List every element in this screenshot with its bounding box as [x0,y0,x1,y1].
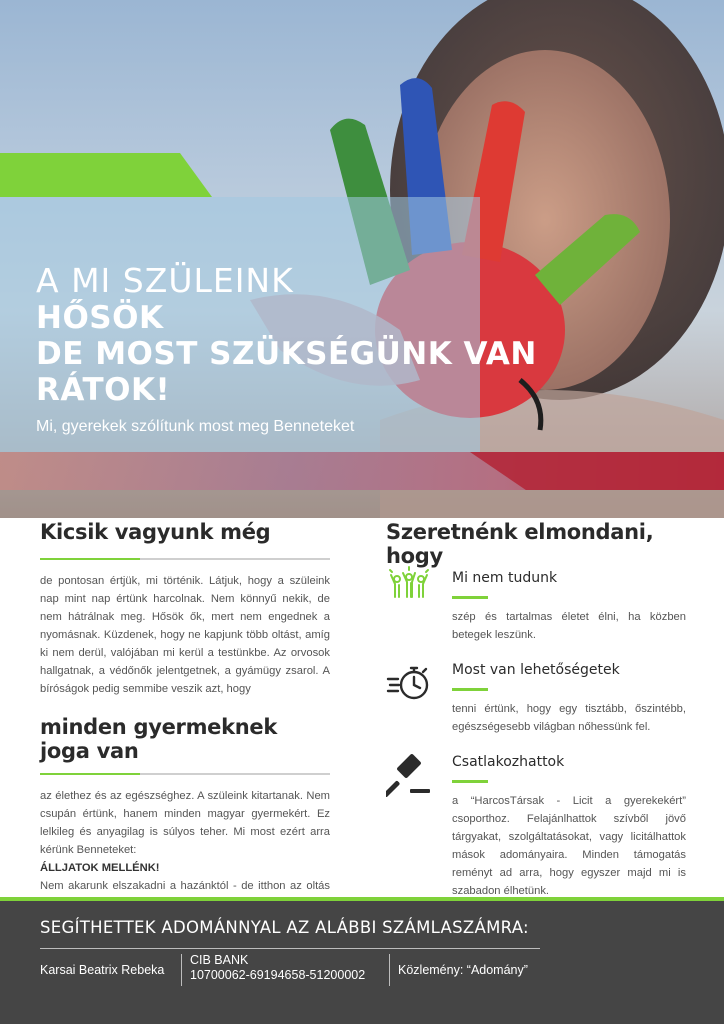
right-column-heading [386,520,686,568]
bank-details [190,953,365,983]
hero-accent-bar [0,153,212,197]
celebrating-people-icon [386,565,432,611]
left-column [40,520,330,698]
paragraph-1: de pontosan értjük, mi történik. Látjuk, hogy a szüleink nap mint nap értünk harcolnak. Nem könnyű nekik, de nem hátrálnak meg. Hősök ők, mert nem engednek a nyomásnak. Küzdenek, hogy ne kapjunk több oltást, amíg ki nem derül, valójában mi kerül a testünkbe. Az orvosok hallgatnak, a védőnők jelentgetnek, a gyámügy zsarol. A bíróságok pedig semmibe veszik azt, hogy [40,575,330,695]
section-heading-kicsik: Kicsik vagyunk még [40,520,271,544]
bank-name: CIB BANK [190,953,249,967]
call-to-action: ÁLLJATOK MELLÉNK! [40,862,160,874]
footer-separator [181,954,182,986]
feature-divider [452,780,488,783]
account-holder-name: Karsai Beatrix Rebeka [40,963,165,977]
section-divider [40,558,330,560]
paragraph-3: Nem akarunk elszakadni a hazánktól - de itthon az oltás [40,880,330,892]
feature-divider [452,688,488,691]
hero-bottom-band [0,490,724,518]
feature-title: Csatlakozhattok [452,754,565,770]
hero-line-1: A MI SZÜLEINK [36,261,294,300]
gavel-icon [386,751,432,797]
left-column-2 [40,715,330,913]
hero-line-3: DE MOST SZÜKSÉGÜNK VAN RÁTOK! [36,336,537,408]
section-heading-szeretnenk: Szeretnénk elmondani, hogy [386,520,654,568]
account-number: 10700062-69194658-51200002 [190,968,366,982]
footer-title: SEGÍTHETTEK ADOMÁNNYAL AZ ALÁBBI SZÁMLASZÁMRA: [40,918,529,937]
feature-text: a “HarcosTársak - Licit a gyerekekért” csoporthoz. Felajánlhattok szívből jövő tárgyakat, szolgáltatásokat, vagy licitálhattok mások adományaira. Minden támogatás reményt ad arra, hogy egyszer majd mi is szabadon élhetünk. [452,795,686,897]
hero-subtitle: Mi, gyerekek szólítunk most meg Benneteket [36,418,355,435]
stopwatch-icon [386,659,432,705]
footer-divider [40,948,540,949]
feature-title: Mi nem tudunk [452,570,558,586]
feature-text: tenni értünk, hogy egy tisztább, őszintébb, egészségesebb világban nőhessünk fel. [452,703,686,733]
feature-divider [452,596,488,599]
feature-title: Most van lehetőségetek [452,662,620,678]
transfer-note: Közlemény: “Adomány” [398,963,528,977]
footer-separator [389,954,390,986]
donation-footer [0,901,724,1024]
hero-headline [36,262,676,436]
feature-text: szép és tartalmas életet élni, ha közben betegek leszünk. [452,611,686,641]
paragraph-2: az élethez és az egészséghez. A szüleink kitartanak. Nem csupán értünk, hanem minden magyar gyermekért. Ez lelkileg és anyagilag is súlyos teher. Mi most ezért arra kérünk Benneteket: [40,790,330,856]
hero-line-2: HŐSÖK [36,300,164,336]
section-heading-jog: minden gyermeknek joga van [40,715,278,763]
section-divider [40,773,330,775]
